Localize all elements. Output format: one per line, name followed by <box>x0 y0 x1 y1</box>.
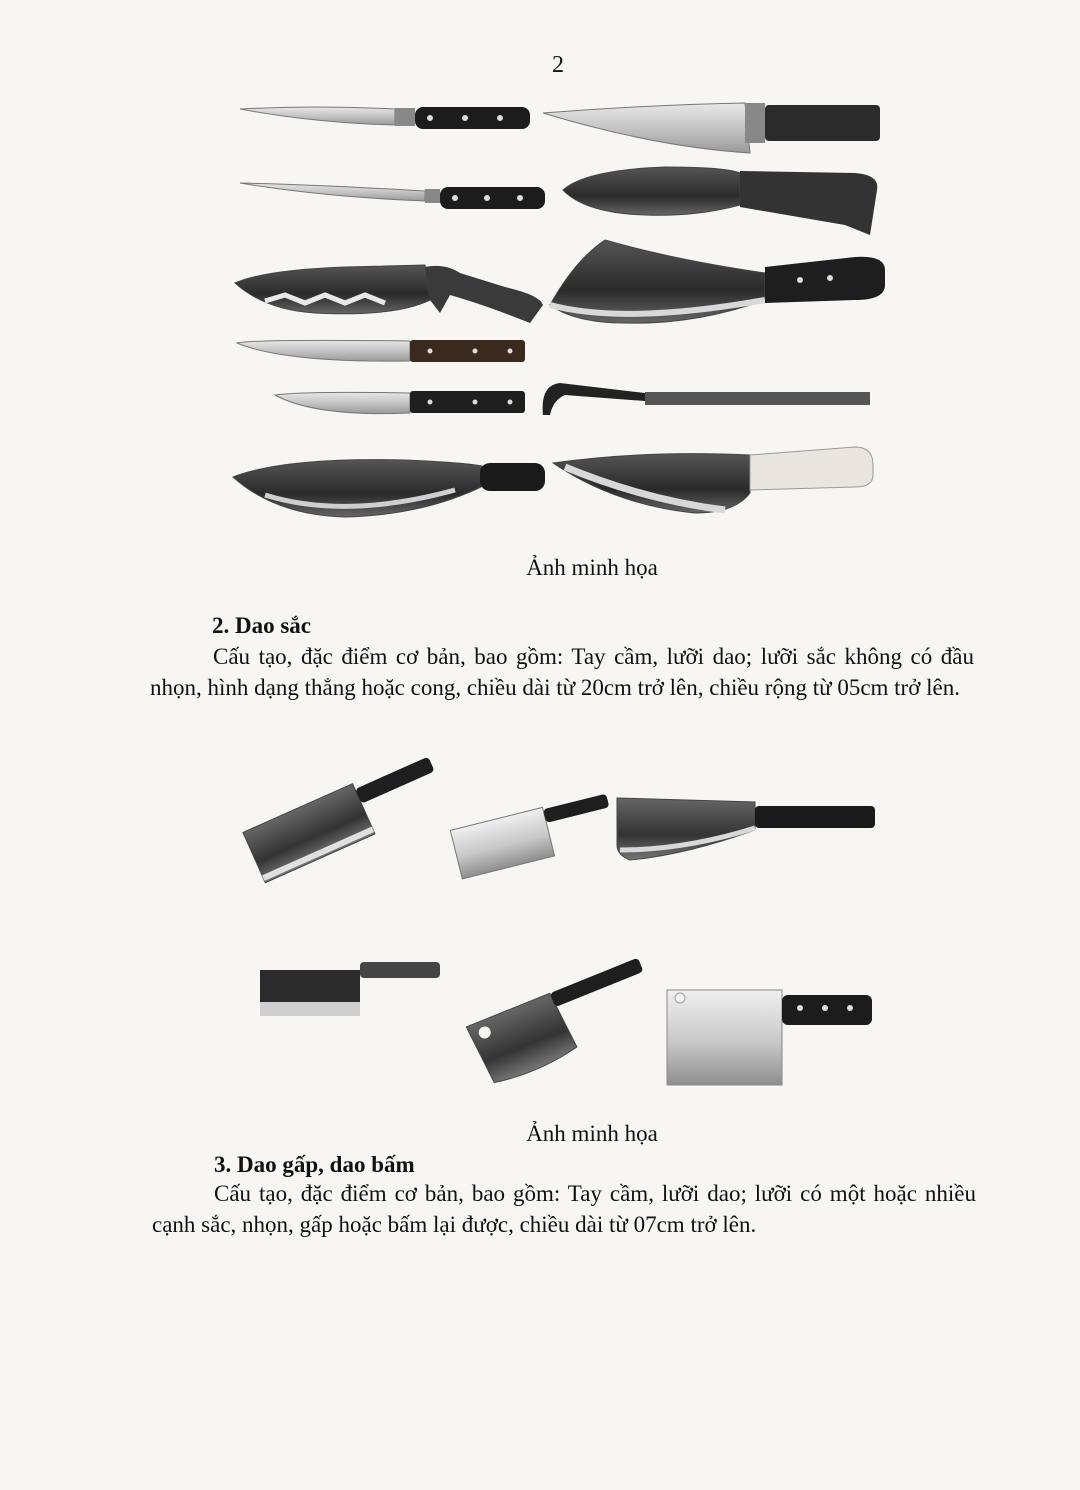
forged-knife-image <box>233 460 545 517</box>
section-body-dao-sac: Cấu tạo, đặc điểm cơ bản, bao gồm: Tay cầm, lưỡi dao; lưỡi sắc không có đầu nhọn, hình dạng thẳng hoặc cong, chiều dài từ 20cm trở lên, chiều rộng từ 05cm trở lên. <box>150 644 974 700</box>
knives-illustration-1 <box>225 95 890 535</box>
hammered-cleaver-image <box>466 958 662 1088</box>
large-steel-cleaver-image <box>667 990 872 1085</box>
utility-knife-image <box>237 340 525 362</box>
long-chopper-image <box>617 798 875 860</box>
figure-caption-2: Ảnh minh họa <box>526 1121 658 1146</box>
damascus-cleaver-image <box>243 751 448 883</box>
forged-cleaver-image <box>550 240 885 323</box>
chopper-knife-image <box>553 447 873 513</box>
black-cleaver-image <box>260 962 440 1016</box>
boning-knife-image <box>240 107 530 129</box>
knives-illustration-2 <box>235 750 885 1095</box>
hunting-knife-image <box>235 265 543 323</box>
chef-knife-image <box>543 103 880 153</box>
steel-cleaver-image <box>450 792 617 879</box>
section-heading-dao-sac: 2. Dao sắc <box>212 613 312 638</box>
figure-caption-1: Ảnh minh họa <box>526 555 658 580</box>
kukri-knife-image <box>563 167 877 235</box>
page-number: 2 <box>552 52 564 78</box>
hook-knife-image <box>543 383 870 415</box>
paring-knife-image <box>275 391 525 414</box>
section-heading-dao-gap: 3. Dao gấp, dao bấm <box>214 1152 415 1177</box>
fillet-knife-image <box>240 183 545 209</box>
section-body-dao-gap: Cấu tạo, đặc điểm cơ bản, bao gồm: Tay cầm, lưỡi dao; lưỡi có một hoặc nhiều cạnh sắc, nhọn, gấp hoặc bấm lại được, chiều dài từ 07cm trở lên. <box>152 1181 976 1237</box>
